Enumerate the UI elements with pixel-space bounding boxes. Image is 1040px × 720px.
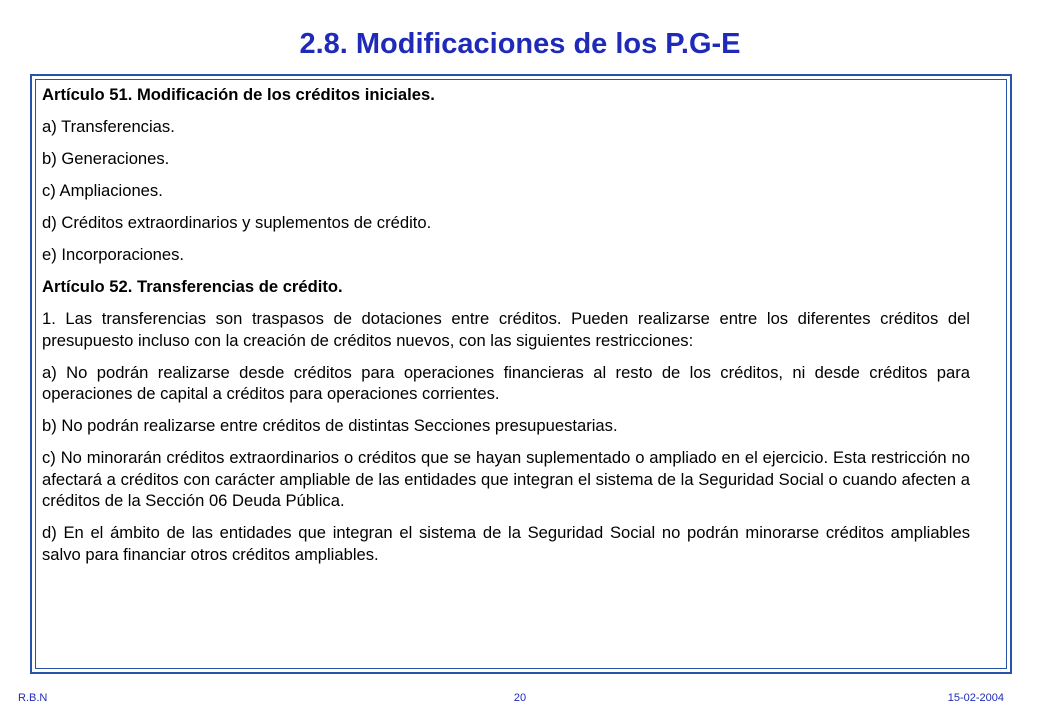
footer-date: 15-02-2004 — [947, 692, 1004, 704]
article-51-item-e: e) Incorporaciones. — [42, 245, 185, 264]
article-52-item-c: c) No minorarán créditos extraordinarios o créditos que se hayan suplementado o ampliado en el ejercicio. Esta restricción no afectará a créditos con carácter ampliable de las entidades que integran el sistema de la Seguridad Social o cuando afecten a créditos de la Sección 06 Deuda Pública. — [42, 448, 970, 510]
article-51-item-b: b) Generaciones. — [42, 149, 170, 168]
article-52-paragraph-1: 1. Las transferencias son traspasos de dotaciones entre créditos. Pueden realizarse entre los diferentes créditos del presupuesto incluso con la creación de créditos nuevos, con las siguientes restricciones: — [42, 309, 970, 350]
article-52-item-a: a) No podrán realizarse desde créditos para operaciones financieras al resto de los créditos, ni desde créditos para operaciones de capital a créditos para operaciones corrientes. — [42, 362, 970, 403]
content-body — [42, 84, 970, 576]
article-52-heading: Artículo 52. Transferencias de crédito. — [42, 277, 343, 296]
footer-page-number: 20 — [513, 692, 527, 704]
article-52-item-b: b) No podrán realizarse entre créditos de distintas Secciones presupuestarias. — [42, 416, 618, 435]
slide-title: 2.8. Modificaciones de los P.G-E — [299, 28, 741, 60]
article-51-item-a: a) Transferencias. — [42, 117, 175, 136]
article-51-heading: Artículo 51. Modificación de los créditos iniciales. — [42, 85, 435, 104]
footer-author: R.B.N — [18, 692, 48, 704]
article-52-item-d: d) En el ámbito de las entidades que integran el sistema de la Seguridad Social no podrán minorarse créditos ampliables salvo para financiar otros créditos ampliables. — [42, 523, 970, 564]
article-51-item-d: d) Créditos extraordinarios y suplementos de crédito. — [42, 213, 432, 232]
article-51-item-c: c) Ampliaciones. — [42, 181, 163, 200]
